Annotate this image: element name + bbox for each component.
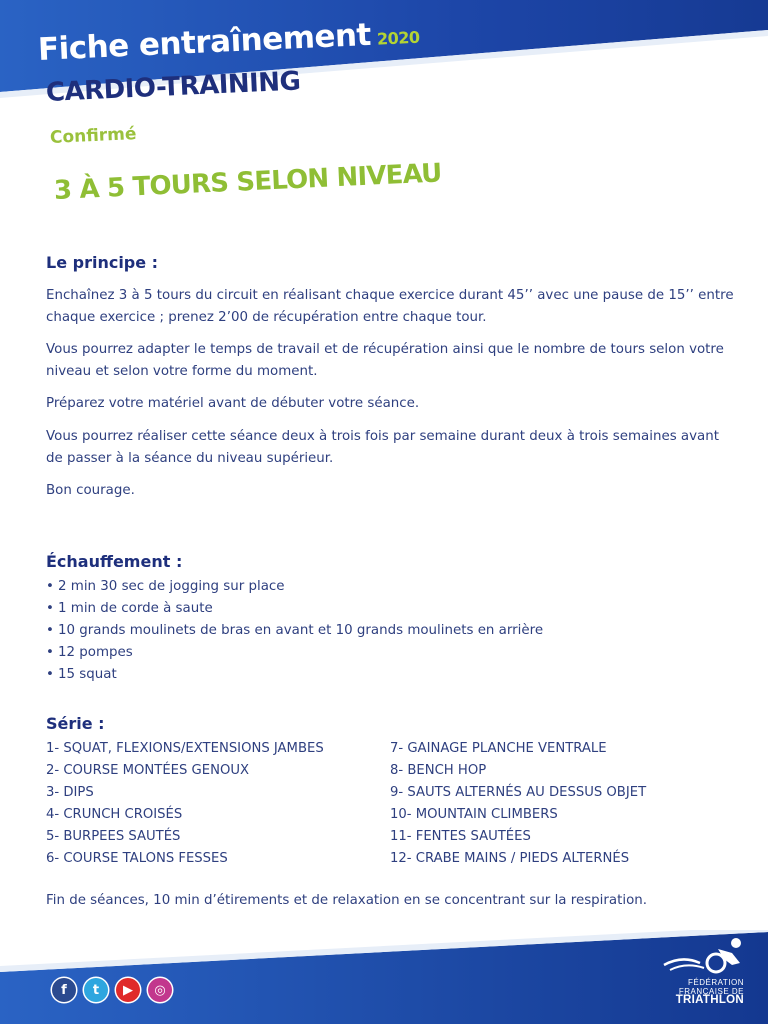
facebook-icon[interactable]: f	[52, 978, 76, 1002]
warmup-list	[46, 576, 543, 686]
list-item-text: 2 min 30 sec de jogging sur place	[58, 579, 285, 594]
federation-logo-text	[668, 978, 744, 1005]
exercise-item: 12- CRABE MAINS / PIEDS ALTERNÉS	[390, 851, 630, 866]
paragraph-line: de passer à la séance du niveau supérieur.	[46, 451, 334, 466]
year-label: 2020	[376, 27, 420, 49]
exercise-item: 4- CRUNCH CROISÉS	[46, 807, 183, 822]
bullet-icon: •	[46, 623, 54, 638]
warmup-heading: Échauffement :	[46, 552, 183, 571]
exercise-item: 11- FENTES SAUTÉES	[390, 829, 531, 844]
rounds-heading: 3 À 5 TOURS SELON NIVEAU	[53, 158, 443, 206]
bullet-icon: •	[46, 667, 54, 682]
conclusion-text: Fin de séances, 10 min d’étirements et de relaxation en se concentrant sur la respiration.	[46, 893, 648, 908]
exercise-item: 5- BURPEES SAUTÉS	[46, 829, 181, 844]
list-item-text: 10 grands moulinets de bras en avant et 10 grands moulinets en arrière	[58, 623, 544, 638]
series-list-left	[46, 738, 324, 870]
logo-line: FRANÇAISE DE	[678, 987, 744, 996]
level-label: Confirmé	[49, 124, 137, 148]
exercise-item: 9- SAUTS ALTERNÉS AU DESSUS OBJET	[390, 785, 647, 800]
exercise-item: 3- DIPS	[46, 785, 94, 800]
session-title: CARDIO-TRAINING	[45, 66, 302, 108]
principle-paragraph-5: Bon courage.	[46, 483, 135, 498]
list-item	[46, 642, 543, 664]
principle-paragraph-4	[46, 426, 736, 470]
list-item	[46, 576, 543, 598]
logo-line: TRIATHLON	[675, 994, 744, 1006]
principle-paragraph-3: Préparez votre matériel avant de débuter votre séance.	[46, 396, 420, 411]
list-item-text: 12 pompes	[58, 645, 133, 660]
exercise-item: 10- MOUNTAIN CLIMBERS	[390, 807, 558, 822]
exercise-item: 7- GAINAGE PLANCHE VENTRALE	[390, 741, 607, 756]
exercise-item: 2- COURSE MONTÉES GENOUX	[46, 763, 250, 778]
principle-paragraph-1	[46, 285, 736, 329]
title-text: Fiche entraînement	[37, 16, 372, 68]
bullet-icon: •	[46, 579, 54, 594]
exercise-item: 1- SQUAT, FLEXIONS/EXTENSIONS JAMBES	[46, 741, 324, 756]
bullet-icon: •	[46, 645, 54, 660]
paragraph-line: Vous pourrez adapter le temps de travail et de récupération ainsi que le nombre de tours selon votre	[46, 342, 724, 357]
principle-paragraph-2	[46, 339, 736, 383]
list-item	[46, 598, 543, 620]
bullet-icon: •	[46, 601, 54, 616]
youtube-icon[interactable]: ▶	[116, 978, 140, 1002]
list-item-text: 1 min de corde à saute	[58, 601, 213, 616]
list-item-text: 15 squat	[58, 667, 117, 682]
list-item	[46, 664, 543, 686]
paragraph-line: chaque exercice ; prenez 2’00 de récupération entre chaque tour.	[46, 310, 487, 325]
twitter-icon[interactable]: t	[84, 978, 108, 1002]
instagram-icon[interactable]: ◎	[148, 978, 172, 1002]
series-list-right	[390, 738, 646, 870]
exercise-item: 8- BENCH HOP	[390, 763, 487, 778]
series-heading: Série :	[46, 714, 105, 733]
footer-banner	[0, 930, 768, 1024]
paragraph-line: Enchaînez 3 à 5 tours du circuit en réalisant chaque exercice durant 45’’ avec une pause de 15’’ entre	[46, 288, 734, 303]
exercise-item: 6- COURSE TALONS FESSES	[46, 851, 228, 866]
paragraph-line: niveau et selon votre forme du moment.	[46, 364, 318, 379]
principle-heading: Le principe :	[46, 253, 159, 272]
social-links	[52, 978, 172, 1002]
paragraph-line: Vous pourrez réaliser cette séance deux à trois fois par semaine durant deux à trois semaines avant	[46, 429, 720, 444]
logo-line: FÉDÉRATION	[688, 978, 744, 987]
list-item	[46, 620, 543, 642]
